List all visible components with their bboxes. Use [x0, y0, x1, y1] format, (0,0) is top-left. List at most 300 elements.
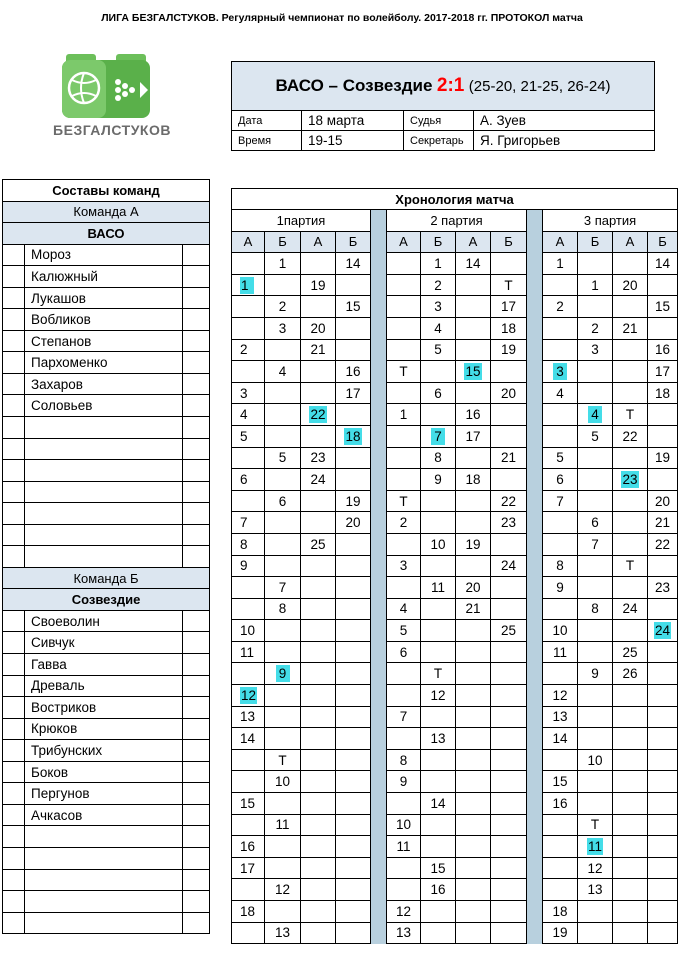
score-cell: [613, 857, 648, 879]
score-cell: [648, 469, 678, 491]
score-cell: [578, 490, 613, 512]
score-cell: [648, 555, 678, 577]
score-cell: 15: [543, 771, 578, 793]
roster-number-cell: [3, 761, 25, 783]
score-cell: [232, 274, 265, 296]
roster-row: [3, 675, 210, 697]
score-cell: 16: [456, 404, 491, 426]
score-cell: [613, 296, 648, 318]
column-header: А: [613, 231, 648, 253]
roster-row: [3, 804, 210, 826]
score-cell: [301, 857, 336, 879]
score-cell: 12: [265, 879, 301, 901]
score-cell: 23: [301, 447, 336, 469]
score-cell: [387, 728, 421, 750]
score-cell: 12: [421, 685, 456, 707]
score-cell: [421, 922, 456, 944]
score-cell: [613, 577, 648, 599]
score-cell: 17: [648, 361, 678, 383]
score-cell: [232, 663, 265, 685]
score-cell: Т: [578, 814, 613, 836]
score-cell: 20: [456, 577, 491, 599]
team-b-label-row: [3, 567, 210, 589]
score-cell: [387, 317, 421, 339]
score-cell: [301, 749, 336, 771]
score-cell: 21: [648, 512, 678, 534]
score-cell: [613, 749, 648, 771]
score-cell: 24: [491, 555, 527, 577]
player-name: [25, 417, 183, 439]
score-cell: [336, 879, 371, 901]
score-cell: 21: [301, 339, 336, 361]
score-cell: 2: [265, 296, 301, 318]
roster-number-cell: [3, 804, 25, 826]
set-separator: [527, 210, 543, 944]
score-cell: 13: [387, 922, 421, 944]
player-name: Соловьев: [25, 395, 183, 417]
team-b-name-row: [3, 589, 210, 611]
score-cell: [543, 814, 578, 836]
roster-number-cell: [3, 438, 25, 460]
highlighted-score: 15: [465, 363, 481, 379]
score-cell: 10: [387, 814, 421, 836]
score-cell: [543, 598, 578, 620]
score-cell: 13: [421, 728, 456, 750]
score-cell: 12: [387, 901, 421, 923]
score-cell: [648, 706, 678, 728]
score-cell: [421, 361, 456, 383]
roster-extra-cell: [183, 503, 210, 525]
roster-table: [2, 179, 210, 934]
roster-number-cell: [3, 654, 25, 676]
score-cell: [648, 663, 678, 685]
roster-row: [3, 632, 210, 654]
score-cell: 16: [421, 879, 456, 901]
chronology-table: [231, 188, 678, 944]
roster-row: [3, 438, 210, 460]
score-cell: 14: [648, 253, 678, 275]
score-cell: [232, 317, 265, 339]
roster-number-cell: [3, 460, 25, 482]
score-cell: [543, 533, 578, 555]
score-cell: 1: [421, 253, 456, 275]
roster-row: [3, 891, 210, 913]
roster-extra-cell: [183, 804, 210, 826]
roster-row: [3, 761, 210, 783]
score-cell: [578, 296, 613, 318]
referee-label: Судья: [404, 111, 474, 131]
team-a-name-row: [3, 223, 210, 245]
roster-number-cell: [3, 847, 25, 869]
score-cell: [456, 447, 491, 469]
score-cell: [387, 685, 421, 707]
player-name: [25, 460, 183, 482]
highlighted-score: 12: [241, 687, 257, 703]
score-cell: 13: [578, 879, 613, 901]
score-cell: 11: [387, 836, 421, 858]
score-cell: 13: [265, 922, 301, 944]
score-cell: 9: [578, 663, 613, 685]
chronology-row: [232, 577, 678, 599]
score-cell: [491, 879, 527, 901]
score-cell: [613, 685, 648, 707]
roster-number-cell: [3, 352, 25, 374]
secretary-value: Я. Григорьев: [474, 131, 655, 151]
score-cell: [456, 382, 491, 404]
score-cell: 8: [421, 447, 456, 469]
score-cell: 11: [232, 641, 265, 663]
score-cell: [578, 577, 613, 599]
score-cell: [491, 404, 527, 426]
score-cell: [456, 685, 491, 707]
roster-extra-cell: [183, 826, 210, 848]
score-cell: [456, 663, 491, 685]
roster-row: [3, 373, 210, 395]
score-cell: [301, 361, 336, 383]
column-header: А: [232, 231, 265, 253]
score-cell: [648, 598, 678, 620]
score-cell: [265, 425, 301, 447]
roster-extra-cell: [183, 524, 210, 546]
roster-row: [3, 697, 210, 719]
score-cell: [613, 620, 648, 642]
score-cell: 25: [301, 533, 336, 555]
score-cell: [265, 620, 301, 642]
score-cell: [578, 620, 613, 642]
score-cell: [421, 598, 456, 620]
score-cell: 17: [456, 425, 491, 447]
score-cell: 19: [456, 533, 491, 555]
score-cell: [491, 469, 527, 491]
score-cell: 9: [421, 469, 456, 491]
score-cell: [648, 317, 678, 339]
score-cell: [232, 814, 265, 836]
column-header: А: [456, 231, 491, 253]
score-cell: 2: [232, 339, 265, 361]
score-cell: [648, 685, 678, 707]
score-cell: [491, 771, 527, 793]
score-cell: 16: [648, 339, 678, 361]
score-cell: [336, 814, 371, 836]
roster-extra-cell: [183, 654, 210, 676]
score-cell: [648, 901, 678, 923]
score-cell: [232, 598, 265, 620]
score-cell: [491, 814, 527, 836]
score-cell: 19: [491, 339, 527, 361]
score-cell: 11: [421, 577, 456, 599]
player-name: [25, 438, 183, 460]
score-cell: [265, 901, 301, 923]
score-cell: 20: [301, 317, 336, 339]
score-cell: Т: [421, 663, 456, 685]
score-cell: 15: [232, 793, 265, 815]
score-cell: [301, 577, 336, 599]
score-cell: 5: [421, 339, 456, 361]
score-cell: 19: [301, 274, 336, 296]
chronology-row: [232, 728, 678, 750]
player-name: [25, 503, 183, 525]
column-header: А: [301, 231, 336, 253]
score-cell: [578, 555, 613, 577]
player-name: Востриков: [25, 697, 183, 719]
player-name: Лукашов: [25, 287, 183, 309]
roster-row: [3, 654, 210, 676]
score-cell: [232, 922, 265, 944]
roster-extra-cell: [183, 869, 210, 891]
score-cell: [543, 404, 578, 426]
score-cell: 14: [456, 253, 491, 275]
team-a-label-row: [3, 201, 210, 223]
score-cell: [456, 814, 491, 836]
score-cell: [491, 361, 527, 383]
roster-extra-cell: [183, 438, 210, 460]
player-name: [25, 546, 183, 568]
score-cell: [543, 836, 578, 858]
score-cell: [613, 469, 648, 491]
chronology-row: [232, 879, 678, 901]
chronology-row: [232, 620, 678, 642]
roster-extra-cell: [183, 330, 210, 352]
score-cell: [491, 598, 527, 620]
roster-number-cell: [3, 524, 25, 546]
chronology-row: [232, 382, 678, 404]
column-header: Б: [265, 231, 301, 253]
score-cell: [648, 922, 678, 944]
score-cell: [336, 555, 371, 577]
chronology-row: [232, 512, 678, 534]
score-cell: 25: [613, 641, 648, 663]
score-cell: [578, 361, 613, 383]
roster-extra-cell: [183, 697, 210, 719]
score-cell: [336, 533, 371, 555]
score-cell: [336, 771, 371, 793]
roster-number-cell: [3, 373, 25, 395]
score-cell: [336, 706, 371, 728]
score-cell: [613, 339, 648, 361]
score-cell: [301, 620, 336, 642]
highlighted-score: 1: [240, 277, 254, 294]
score-cell: [543, 317, 578, 339]
score-cell: 10: [578, 749, 613, 771]
score-cell: 7: [265, 577, 301, 599]
score-cell: [387, 857, 421, 879]
score-cell: [387, 533, 421, 555]
score-cell: 16: [232, 836, 265, 858]
score-cell: 10: [543, 620, 578, 642]
score-cell: [421, 749, 456, 771]
score-cell: [456, 857, 491, 879]
column-header: Б: [648, 231, 678, 253]
score-cell: 21: [613, 317, 648, 339]
roster-extra-cell: [183, 783, 210, 805]
player-name: [25, 847, 183, 869]
score-cell: 2: [421, 274, 456, 296]
chronology-row: [232, 857, 678, 879]
score-cell: [336, 339, 371, 361]
highlighted-score: 9: [276, 665, 290, 682]
score-cell: [387, 879, 421, 901]
score-cell: [265, 641, 301, 663]
score-cell: [543, 425, 578, 447]
score-cell: 20: [648, 490, 678, 512]
score-cell: [613, 836, 648, 858]
score-cell: 7: [543, 490, 578, 512]
score-cell: [387, 339, 421, 361]
chronology-row: [232, 663, 678, 685]
column-header: Б: [421, 231, 456, 253]
score-cell: [456, 836, 491, 858]
score-cell: 2: [387, 512, 421, 534]
score-cell: [232, 771, 265, 793]
score-cell: 4: [387, 598, 421, 620]
score-cell: [301, 793, 336, 815]
player-name: Мороз: [25, 244, 183, 266]
roster-extra-cell: [183, 287, 210, 309]
roster-extra-cell: [183, 891, 210, 913]
roster-row: [3, 395, 210, 417]
score-cell: [265, 339, 301, 361]
score-cell: [301, 771, 336, 793]
player-name: Степанов: [25, 330, 183, 352]
chronology-row: [232, 317, 678, 339]
score-cell: [491, 728, 527, 750]
score-cell: [301, 814, 336, 836]
score-cell: 1: [543, 253, 578, 275]
score-cell: 15: [648, 296, 678, 318]
roster-number-cell: [3, 783, 25, 805]
score-cell: 26: [613, 663, 648, 685]
score-cell: 18: [232, 901, 265, 923]
roster-extra-cell: [183, 352, 210, 374]
score-cell: [491, 749, 527, 771]
score-cell: 3: [265, 317, 301, 339]
score-cell: 16: [543, 793, 578, 815]
score-cell: 8: [265, 598, 301, 620]
column-header: Б: [491, 231, 527, 253]
score-cell: [613, 901, 648, 923]
score-cell: [421, 425, 456, 447]
score-cell: 23: [491, 512, 527, 534]
roster-extra-cell: [183, 460, 210, 482]
player-name: Ачкасов: [25, 804, 183, 826]
score-cell: [336, 641, 371, 663]
score-cell: [421, 771, 456, 793]
chronology-row: [232, 339, 678, 361]
score-cell: [491, 706, 527, 728]
score-cell: [336, 857, 371, 879]
protocol-title: ЛИГА БЕЗГАЛСТУКОВ. Регулярный чемпионат по волейболу. 2017-2018 гг. ПРОТОКОЛ матча: [101, 12, 583, 24]
chronology-row: [232, 404, 678, 426]
score-cell: 14: [543, 728, 578, 750]
score-cell: 19: [543, 922, 578, 944]
score-cell: 15: [421, 857, 456, 879]
score-cell: [301, 879, 336, 901]
team-a-label: Команда А: [3, 201, 210, 223]
chronology-row: [232, 361, 678, 383]
column-header: Б: [578, 231, 613, 253]
score-cell: [336, 447, 371, 469]
score-cell: [336, 922, 371, 944]
date-label: Дата: [232, 111, 302, 131]
score-cell: [336, 425, 371, 447]
roster-extra-cell: [183, 610, 210, 632]
set-separator: [371, 210, 387, 944]
score-cell: [421, 706, 456, 728]
score-cell: Т: [387, 490, 421, 512]
score-cell: [613, 922, 648, 944]
roster-row: [3, 847, 210, 869]
score-cell: 21: [491, 447, 527, 469]
score-cell: [265, 706, 301, 728]
score-cell: [456, 512, 491, 534]
roster-number-cell: [3, 287, 25, 309]
score-cell: [336, 836, 371, 858]
roster-row: [3, 546, 210, 568]
score-cell: [578, 469, 613, 491]
score-cell: [301, 555, 336, 577]
score-cell: [301, 685, 336, 707]
roster-extra-cell: [183, 632, 210, 654]
score-cell: [421, 901, 456, 923]
player-name: [25, 826, 183, 848]
roster-row: [3, 503, 210, 525]
score-cell: [265, 728, 301, 750]
score-cell: 2: [543, 296, 578, 318]
score-cell: [336, 685, 371, 707]
score-cell: 15: [336, 296, 371, 318]
score-cell: [387, 469, 421, 491]
player-name: Сивчук: [25, 632, 183, 654]
roster-number-cell: [3, 481, 25, 503]
roster-extra-cell: [183, 847, 210, 869]
score-cell: [613, 879, 648, 901]
chronology-row: [232, 296, 678, 318]
score-cell: [336, 469, 371, 491]
score-cell: Т: [613, 404, 648, 426]
score-cell: 4: [543, 382, 578, 404]
chronology-row: [232, 685, 678, 707]
score-cell: [387, 663, 421, 685]
roster-number-cell: [3, 244, 25, 266]
score-cell: [265, 404, 301, 426]
score-cell: [543, 857, 578, 879]
chronology-row: [232, 749, 678, 771]
score-cell: 10: [265, 771, 301, 793]
roster-row: [3, 610, 210, 632]
score-cell: [648, 857, 678, 879]
score-cell: [301, 425, 336, 447]
score-cell: 6: [421, 382, 456, 404]
score-cell: [421, 620, 456, 642]
score-cell: [336, 663, 371, 685]
chronology-row: [232, 706, 678, 728]
roster-row: [3, 244, 210, 266]
score-cell: [648, 641, 678, 663]
roster-number-cell: [3, 869, 25, 891]
player-name: [25, 481, 183, 503]
score-cell: 25: [491, 620, 527, 642]
highlighted-score: 3: [553, 363, 567, 380]
score-cell: [301, 901, 336, 923]
score-cell: [648, 620, 678, 642]
score-cell: 20: [491, 382, 527, 404]
player-name: [25, 891, 183, 913]
time-value: 19-15: [302, 131, 404, 151]
roster-number-cell: [3, 395, 25, 417]
score-cell: [301, 296, 336, 318]
highlighted-score: 11: [587, 839, 602, 855]
score-cell: [613, 533, 648, 555]
